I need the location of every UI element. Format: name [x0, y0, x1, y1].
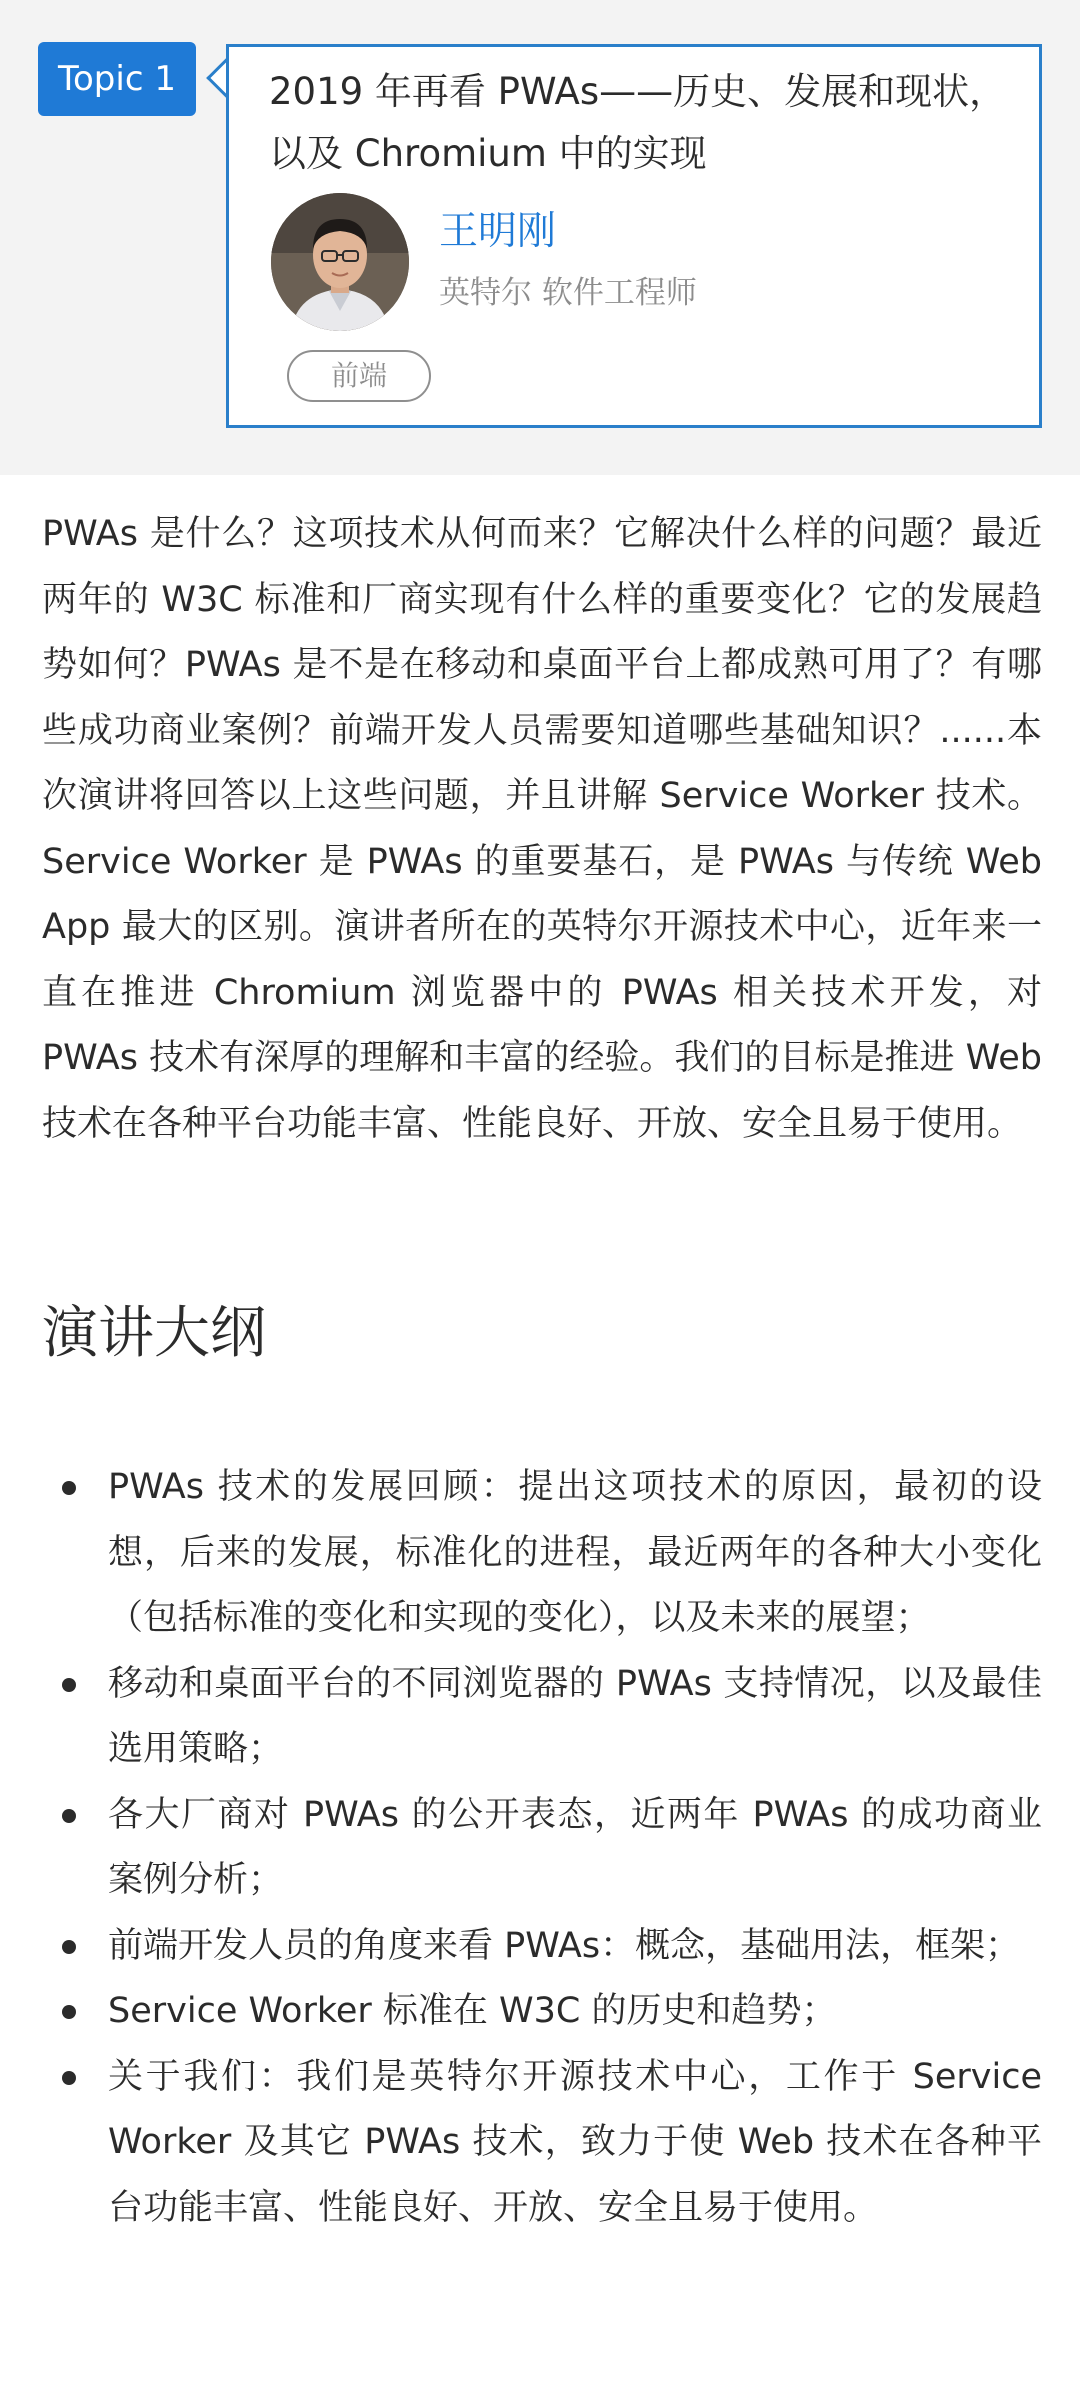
- outline-item: [42, 1979, 1042, 2045]
- outline-list: [42, 1455, 1042, 2241]
- outline-item-text: 各大厂商对 PWAs 的公开表态，近两年 PWAs 的成功商业案例分析；: [108, 1794, 1042, 1900]
- outline-item-text: 关于我们：我们是英特尔开源技术中心，工作于 Service Worker 及其它 PWAs 技术，致力于使 Web 技术在各种平台功能丰富、性能良好、开放、安全且易于使用。: [108, 2056, 1042, 2228]
- bullet-icon: [62, 1809, 76, 1823]
- outline-item-text: 移动和桌面平台的不同浏览器的 PWAs 支持情况，以及最佳选用策略；: [108, 1663, 1042, 1769]
- bullet-icon: [62, 1678, 76, 1692]
- outline-item-text: Service Worker 标准在 W3C 的历史和趋势；: [108, 1991, 837, 2031]
- avatar[interactable]: [271, 193, 409, 331]
- bullet-icon: [62, 2005, 76, 2019]
- outline-item-text: 前端开发人员的角度来看 PWAs：概念，基础用法，框架；: [108, 1925, 1021, 1966]
- speaker-name[interactable]: 王明刚: [439, 209, 557, 254]
- bullet-icon: [62, 2071, 76, 2085]
- category-tag[interactable]: 前端: [287, 350, 431, 402]
- outline-heading: 演讲大纲: [42, 1301, 266, 1366]
- speaker-card[interactable]: [226, 44, 1042, 428]
- outline-item: [42, 1914, 1042, 1980]
- speaker-role: 英特尔 软件工程师: [439, 275, 697, 311]
- topic-header: [0, 0, 1080, 475]
- talk-title: 2019 年再看 PWAs——历史、发展和现状，以及 Chromium 中的实现: [269, 70, 1007, 175]
- bullet-icon: [62, 1940, 76, 1954]
- outline-item: [42, 1455, 1042, 1652]
- outline-item: [42, 1652, 1042, 1783]
- outline-item: [42, 1783, 1042, 1914]
- outline-item-text: PWAs 技术的发展回顾：提出这项技术的原因，最初的设想，后来的发展，标准化的进程，最近两年的各种大小变化（包括标准的变化和实现的变化），以及未来的展望；: [108, 1467, 1042, 1638]
- outline-item: [42, 2045, 1042, 2242]
- topic-tag: Topic 1: [38, 42, 196, 116]
- speaker-photo: [271, 193, 409, 331]
- talk-description: PWAs 是什么？这项技术从何而来？它解决什么样的问题？最近两年的 W3C 标准和厂商实现有什么样的重要变化？它的发展趋势如何？PWAs 是不是在移动和桌面平台上都成熟可用了？有哪些成功商业案例？前端开发人员需要知道哪些基础知识？......本次演讲将回答以上这些问题，并且讲解 Service Worker 技术。Service Worker 是 PWAs 的重要基石，是 PWAs 与传统 Web App 最大的区别。演讲者所在的英特尔开源技术中心，近年来一直在推进 Chromium 浏览器中的 PWAs 相关技术开发，对 PWAs 技术有深厚的理解和丰富的经验。我们的目标是推进 Web 技术在各种平台功能丰富、性能良好、开放、安全且易于使用。: [42, 514, 1042, 1144]
- bullet-icon: [62, 1481, 76, 1495]
